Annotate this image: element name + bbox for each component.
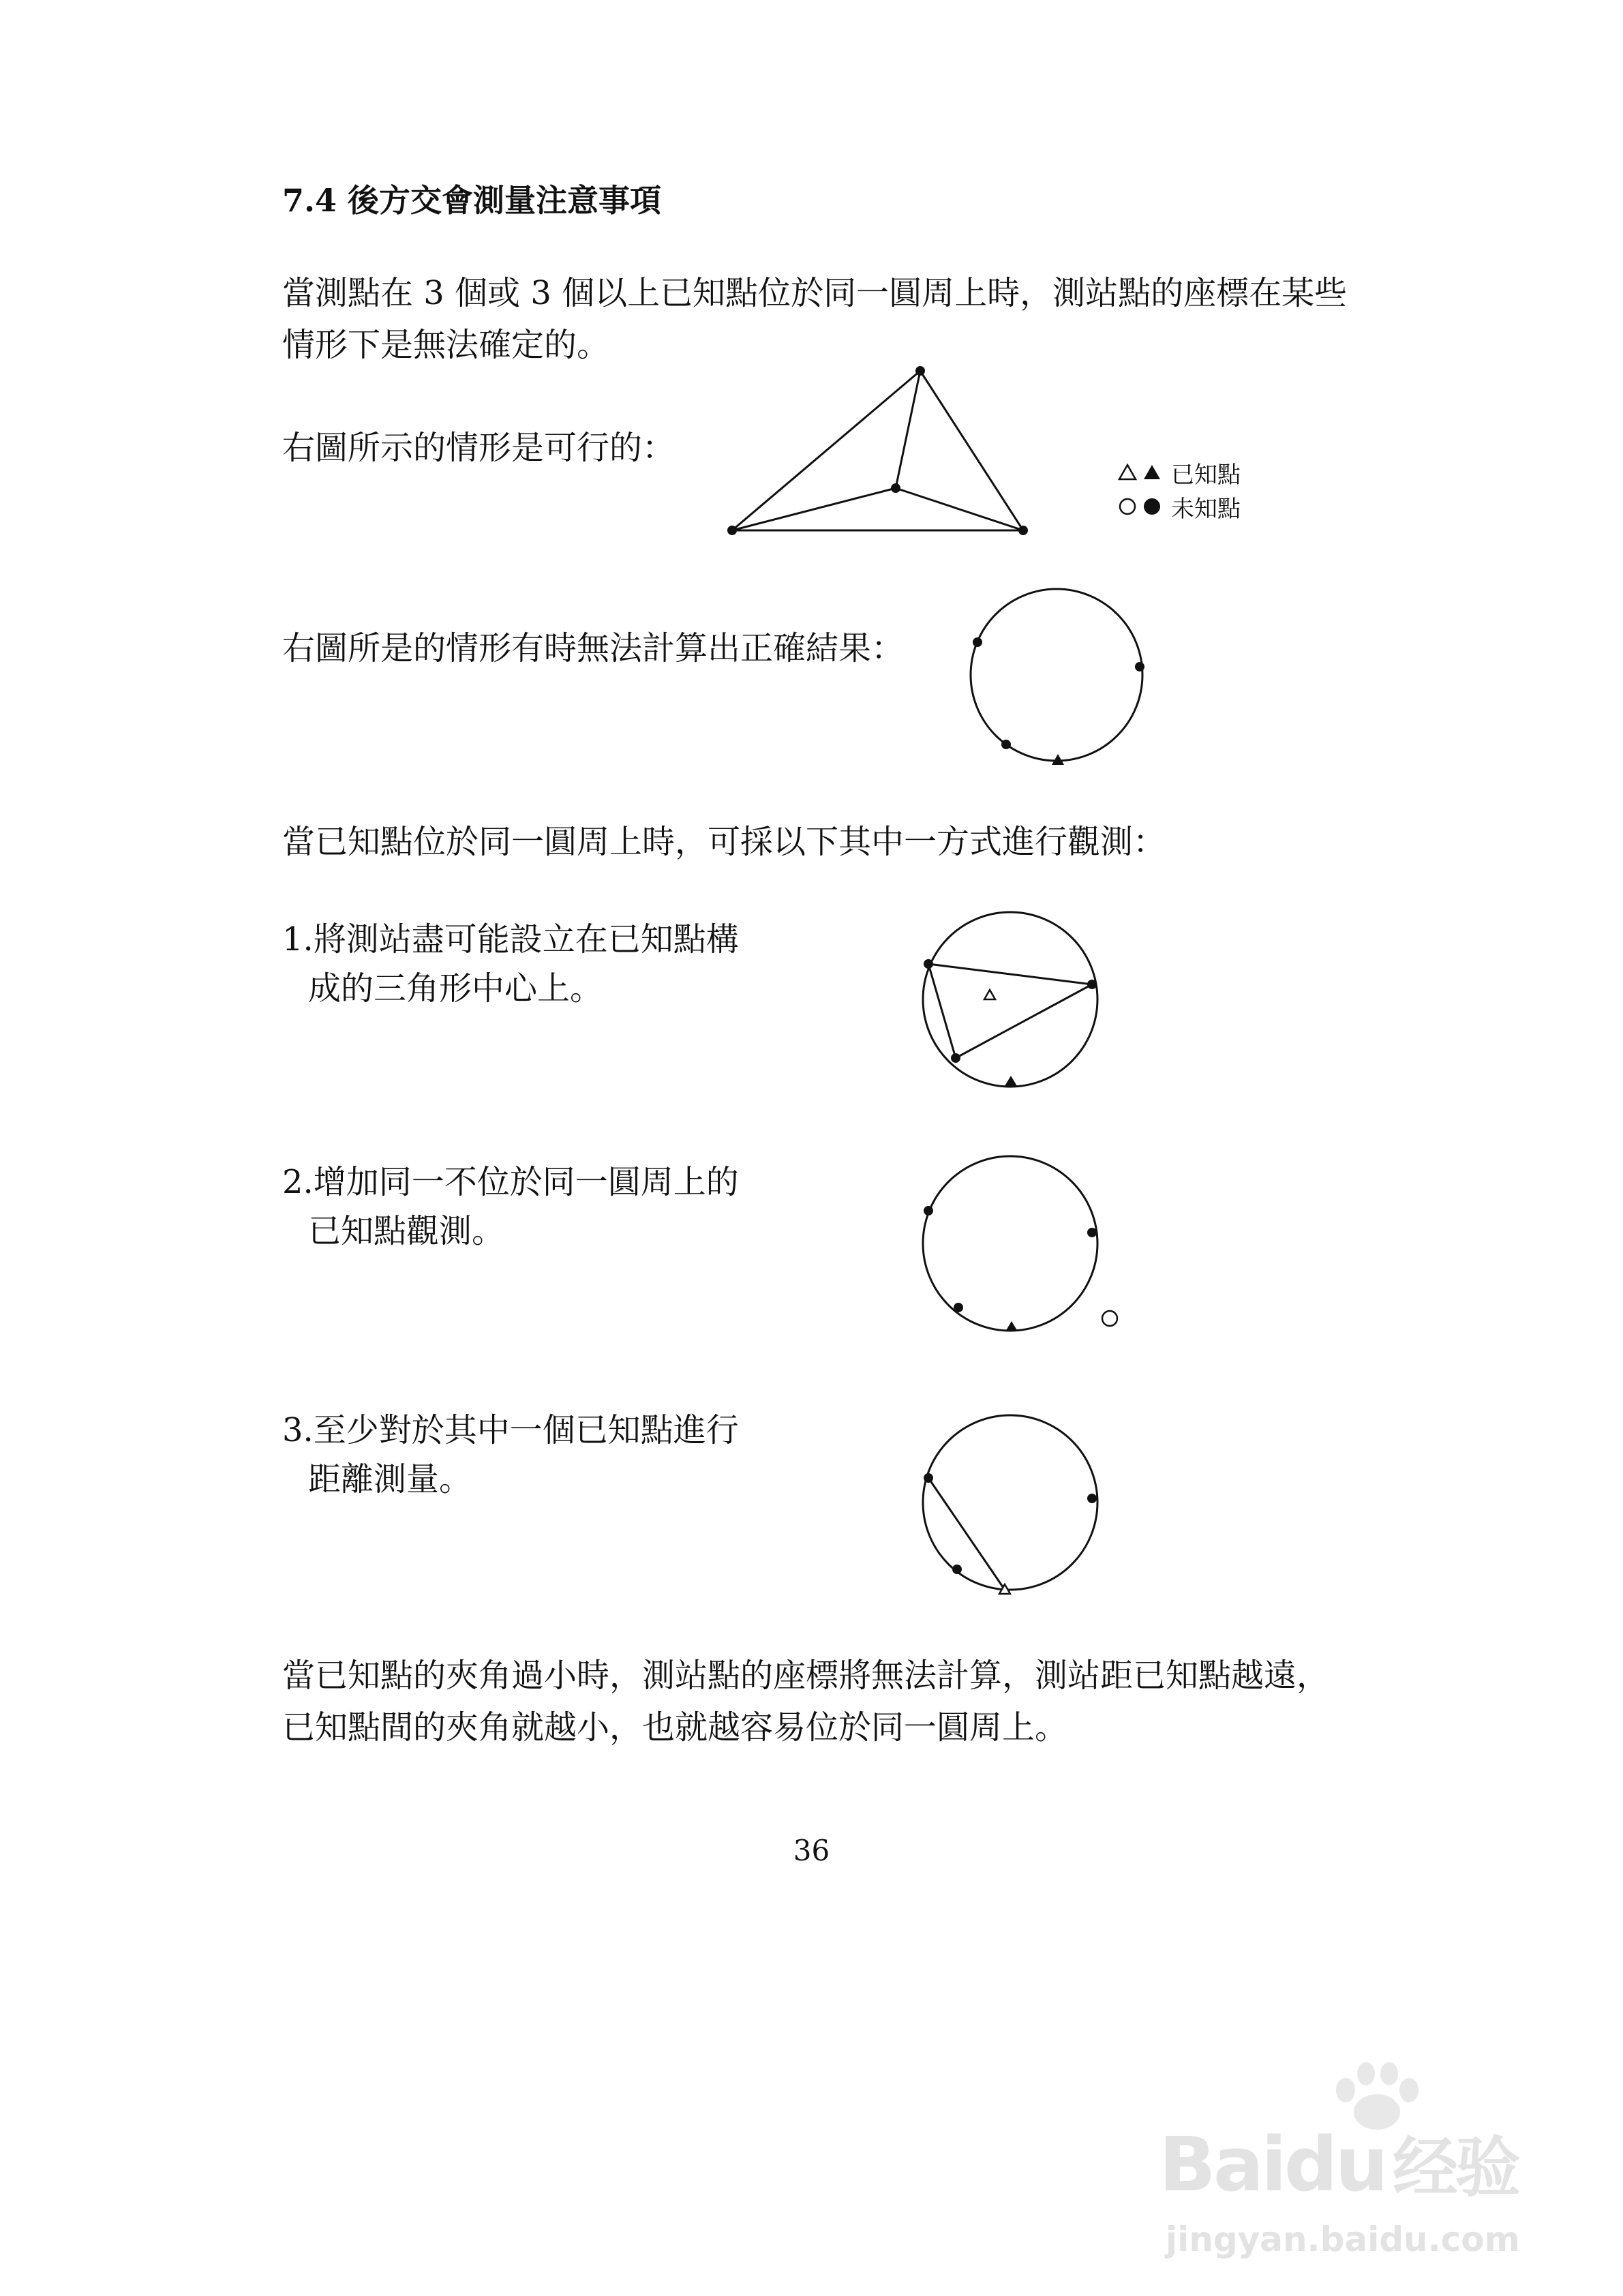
baidu-watermark <box>1159 2059 1595 2263</box>
method-1 <box>282 915 739 1013</box>
filled-triangle-icon <box>1052 754 1064 765</box>
method-2-line-1: 2.增加同一不位於同一圓周上的 <box>282 1163 739 1201</box>
legend <box>1118 455 1241 524</box>
known-point-icons <box>1118 462 1171 483</box>
circle-outline <box>923 1156 1097 1331</box>
point-marker <box>973 637 982 647</box>
point-marker <box>727 526 737 535</box>
method-3 <box>282 1406 739 1504</box>
method-1-diagram <box>913 907 1111 1098</box>
legend-known-label: 已知點 <box>1171 461 1241 489</box>
point-marker <box>952 1565 962 1574</box>
open-circle-icon <box>1102 1311 1117 1326</box>
point-marker <box>1135 662 1144 671</box>
point-marker <box>1001 740 1011 749</box>
distance-line <box>928 1478 1005 1590</box>
watermark-brand-c: 经验 <box>1392 2130 1518 2206</box>
intro-line-2: 情形下是無法確定的。 <box>282 326 610 364</box>
point-marker <box>1087 1494 1097 1503</box>
point-marker <box>954 1303 963 1312</box>
filled-triangle-icon <box>1005 1076 1017 1086</box>
triangle-outline <box>732 371 1023 530</box>
ray-line <box>896 488 1023 530</box>
circle-outline <box>923 1415 1097 1590</box>
open-triangle-icon <box>1119 465 1136 479</box>
filled-triangle-icon <box>1144 465 1160 479</box>
point-marker <box>924 1473 933 1483</box>
watermark-brand-a: Bai <box>1159 2121 1284 2208</box>
section-heading: 7.4 後方交會測量注意事項 <box>282 182 662 219</box>
intro-line-1: 當測點在 3 個或 3 個以上已知點位於同一圓周上時，測站點的座標在某些 <box>282 274 1348 312</box>
point-marker <box>891 483 900 493</box>
page-number: 36 <box>793 1834 830 1867</box>
filled-circle-icon <box>1144 498 1160 515</box>
conclusion-line-2: 已知點間的夾角就越小，也就越容易位於同一圓周上。 <box>282 1708 1068 1747</box>
method-2 <box>282 1158 739 1256</box>
method-1-line-1: 1.將測站盡可能設立在已知點構 <box>282 920 739 958</box>
conclusion-line-1: 當已知點的夾角過小時，測站點的座標將無法計算，測站距已知點越遠， <box>282 1657 1330 1695</box>
method-1-line-2: 成的三角形中心上。 <box>308 969 603 1008</box>
conclusion-paragraph <box>282 1650 1329 1753</box>
methods-intro: 當已知點位於同一圓周上時，可採以下其中一方式進行觀測： <box>282 823 1166 861</box>
method-2-diagram <box>913 1152 1125 1343</box>
example-bad-label: 右圖所是的情形有時無法計算出正確結果： <box>282 629 905 667</box>
point-marker <box>1087 980 1097 989</box>
method-3-line-2: 距離測量。 <box>308 1460 472 1498</box>
circle-outline <box>923 912 1097 1087</box>
circle-outline <box>971 589 1142 761</box>
point-marker <box>924 959 933 969</box>
triangle-outline <box>928 964 1092 1058</box>
legend-row-known <box>1118 455 1241 489</box>
watermark-brand-b: du <box>1284 2121 1386 2208</box>
watermark-url: jingyan.baidu.com <box>1166 2220 1520 2259</box>
example-ok-label: 右圖所示的情形是可行的： <box>282 429 676 467</box>
legend-row-unknown <box>1118 489 1241 524</box>
watermark-brand <box>1159 2121 1518 2208</box>
filled-triangle-icon <box>1005 1321 1018 1331</box>
method-3-diagram <box>913 1411 1111 1602</box>
open-triangle-icon <box>984 990 995 999</box>
legend-unknown-label: 未知點 <box>1171 495 1241 523</box>
point-marker <box>924 1206 933 1215</box>
method-2-line-2: 已知點觀測。 <box>308 1212 505 1250</box>
point-marker <box>1018 526 1028 535</box>
open-circle-icon <box>1120 499 1135 514</box>
triangle-diagram <box>709 354 1050 545</box>
point-marker <box>915 366 925 376</box>
circle-diagram-ambiguous <box>954 586 1159 777</box>
point-marker <box>1087 1228 1097 1237</box>
point-marker <box>951 1053 960 1063</box>
method-3-line-1: 3.至少對於其中一個已知點進行 <box>282 1411 739 1449</box>
unknown-point-icons <box>1118 496 1171 517</box>
